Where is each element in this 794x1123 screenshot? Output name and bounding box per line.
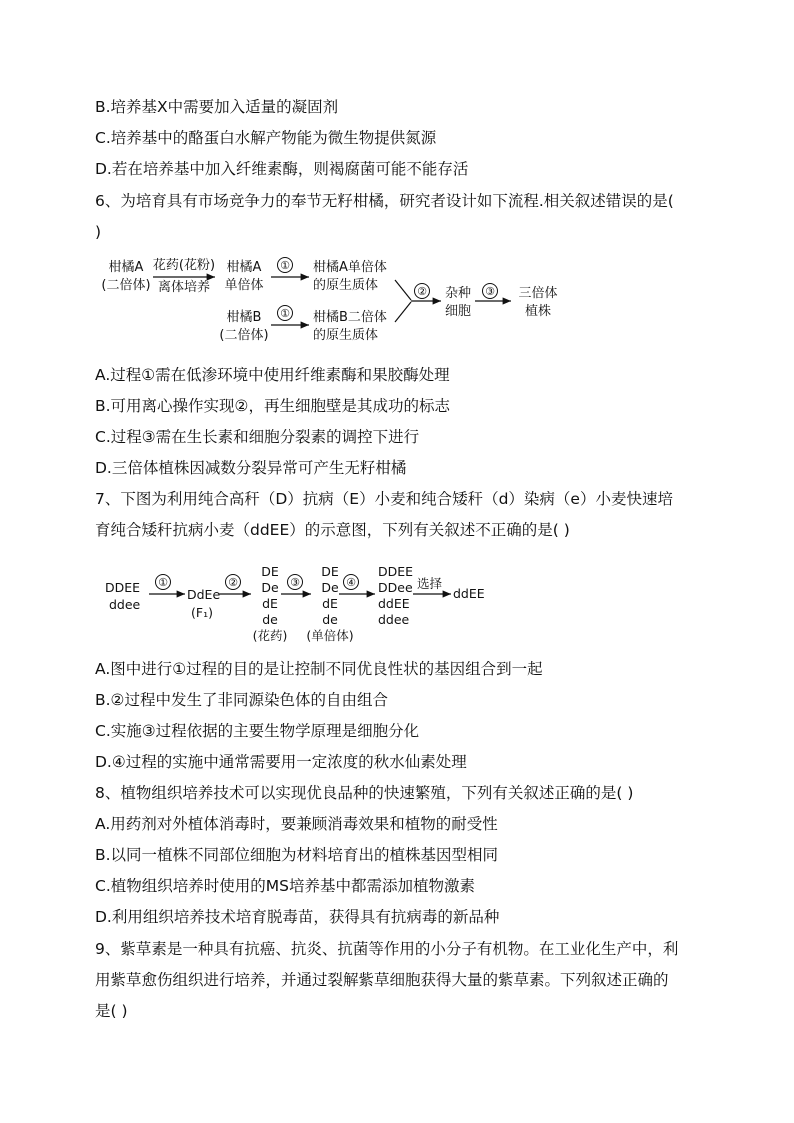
step-1-marker: ①	[155, 574, 171, 590]
haploid-a-label: 柑橘A	[226, 260, 262, 275]
option-8d: D.利用组织培养技术培育脱毒苗，获得具有抗病毒的新品种	[95, 908, 500, 926]
diploid-3: ddEE	[378, 596, 410, 611]
pollen-label: (花药)	[252, 628, 288, 643]
option-7d: D.④过程的实施中通常需要用一定浓度的秋水仙素处理	[95, 753, 467, 771]
haploid-de-1: DE	[321, 564, 339, 579]
parent-2: ddee	[109, 597, 141, 612]
gamete-de-4: de	[262, 612, 278, 627]
option-6a: A.过程①需在低渗环境中使用纤维素酶和果胶酶处理	[95, 366, 450, 384]
haploid-de-2: De	[321, 580, 339, 595]
haploid-de-3: dE	[322, 596, 338, 611]
proto-a-label: 柑橘A单倍体	[313, 260, 387, 275]
parent-1: DDEE	[105, 580, 141, 595]
option-8b: B.以同一植株不同部位细胞为材料培育出的植株基因型相同	[95, 846, 499, 864]
option-7c: C.实施③过程依据的主要生物学原理是细胞分化	[95, 722, 420, 740]
step-2-marker: ②	[414, 283, 430, 299]
proto-b-label: 柑橘B二倍体	[313, 310, 387, 325]
question-9-stem: 9、紫草素是一种具有抗癌、抗炎、抗菌等作用的小分子有机物。在工业化生产中，利	[95, 940, 679, 958]
citrus-b-label: 柑橘B	[226, 310, 262, 325]
option-5d: D.若在培养基中加入纤维素酶，则褐腐菌可能不能存活	[95, 160, 469, 178]
citrus-flow-diagram	[95, 252, 595, 347]
hybrid-label: 杂种	[445, 286, 472, 301]
option-5b: B.培养基X中需要加入适量的凝固剂	[95, 98, 339, 116]
diploid-1: DDEE	[378, 564, 414, 579]
select-label: 选择	[417, 576, 443, 591]
step-3-marker: ③	[287, 574, 303, 590]
question-8-stem: 8、植物组织培养技术可以实现优良品种的快速繁殖，下列有关叙述正确的是( )	[95, 784, 634, 802]
option-8a: A.用药剂对外植体消毒时，要兼顾消毒效果和植物的耐受性	[95, 815, 498, 833]
gamete-de-1: DE	[261, 564, 279, 579]
option-7a: A.图中进行①过程的目的是让控制不同优良性状的基因组合到一起	[95, 660, 543, 678]
question-6-stem: 6、为培育具有市场竞争力的奉节无籽柑橘，研究者设计如下流程.相关叙述错误的是(	[95, 192, 674, 210]
option-5c: C.培养基中的酪蛋白水解产物能为微生物提供氮源	[95, 129, 437, 147]
option-6c: C.过程③需在生长素和细胞分裂素的调控下进行	[95, 428, 420, 446]
haploid-label: (单倍体)	[306, 628, 354, 643]
haploid-b-label: 单倍体	[224, 278, 264, 293]
culture-label: 离体培养	[157, 280, 210, 295]
question-7-stem: 7、下图为利用纯合高秆（D）抗病（E）小麦和纯合矮秆（d）染病（e）小麦快速培	[95, 490, 673, 508]
option-8c: C.植物组织培养时使用的MS培养基中都需添加植物激素	[95, 877, 475, 895]
question-6-stem-cont: )	[95, 223, 102, 241]
step-1b-marker: ①	[277, 305, 293, 321]
proto-b-label-2: 的原生质体	[313, 328, 379, 343]
step-2-marker: ②	[225, 574, 241, 590]
flow-arrows	[95, 252, 595, 347]
breeding-arrows	[95, 560, 515, 650]
triploid-label-2: 植株	[524, 304, 551, 319]
haploid-de-4: de	[322, 612, 338, 627]
citrus-a-label: 柑橘A	[108, 260, 144, 275]
gamete-de-2: De	[261, 580, 279, 595]
anther-label: 花药(花粉)	[152, 258, 216, 273]
hybrid-label-2: 细胞	[445, 304, 472, 319]
option-6b: B.可用离心操作实现②，再生细胞壁是其成功的标志	[95, 397, 450, 415]
diploid-2: DDee	[378, 580, 413, 595]
question-7-stem-cont: 育纯合矮秆抗病小麦（ddEE）的示意图，下列有关叙述不正确的是( )	[95, 521, 570, 539]
question-9-stem-cont: 用紫草愈伤组织进行培养，并通过裂解紫草细胞获得大量的紫草素。下列叙述正确的	[95, 971, 669, 989]
diploid-4: ddee	[378, 612, 410, 627]
step-3-marker: ③	[482, 283, 498, 299]
f1-label: (F₁)	[191, 605, 213, 620]
gamete-de-3: dE	[262, 596, 278, 611]
option-6d: D.三倍体植株因减数分裂异常可产生无籽柑橘	[95, 459, 407, 477]
wheat-breeding-diagram	[95, 560, 515, 650]
option-7b: B.②过程中发生了非同源染色体的自由组合	[95, 691, 388, 709]
diploid-b-label: (二倍体)	[219, 328, 269, 343]
f1-genotype: DdEe	[187, 587, 221, 602]
result-genotype: ddEE	[453, 586, 485, 601]
step-1-marker: ①	[277, 257, 293, 273]
step-4-marker: ④	[343, 574, 359, 590]
triploid-label: 三倍体	[518, 286, 558, 301]
diploid-label: (二倍体)	[101, 278, 151, 293]
proto-a-label-2: 的原生质体	[313, 278, 379, 293]
question-9-stem-cont-2: 是( )	[95, 1002, 128, 1020]
